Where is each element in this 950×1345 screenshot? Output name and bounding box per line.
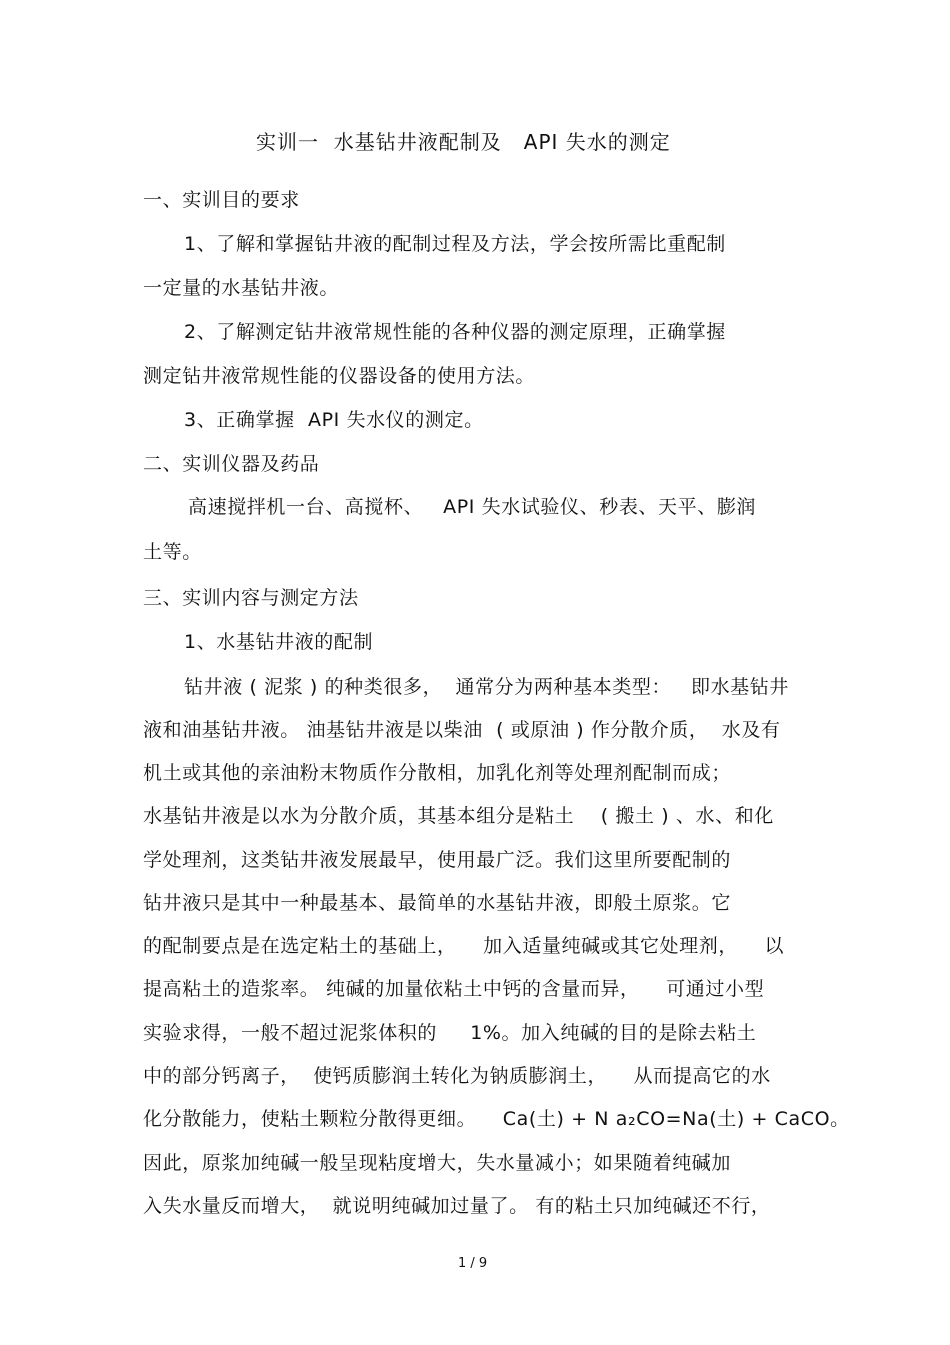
text-line: 1、了解和掌握钻井液的配制过程及方法，学会按所需比重配制 [184, 233, 726, 255]
text-line: 学处理剂，这类钻井液发展最早，使用最广泛。我们这里所要配制的 [143, 849, 732, 871]
text-line: 的配制要点是在选定粘土的基础上， 加入适量纯碱或其它处理剂， 以 [143, 935, 785, 957]
section-heading: 二、实训仪器及药品 [143, 453, 320, 475]
text-line: 提高粘土的造浆率。 纯碱的加量依粘土中钙的含量而异， 可通过小型 [143, 978, 765, 1000]
text-line: 一定量的水基钻井液。 [143, 277, 340, 299]
text-line: 2、了解测定钻井液常规性能的各种仪器的测定原理，正确掌握 [184, 321, 726, 343]
text-line: 钻井液只是其中一种最基本、最简单的水基钻井液，即般土原浆。它 [143, 892, 732, 914]
text-line: 水基钻井液是以水为分散介质，其基本组分是粘土 ( 搬土 ) 、水、和化 [143, 805, 774, 827]
subsection-heading: 1、水基钻井液的配制 [184, 631, 374, 653]
section-heading: 一、实训目的要求 [143, 189, 300, 211]
text-line: 因此，原浆加纯碱一般呈现粘度增大，失水量减小；如果随着纯碱加 [143, 1152, 732, 1174]
text-line: 3、正确掌握 API 失水仪的测定。 [184, 409, 484, 431]
page-number: 1 / 9 [458, 1256, 488, 1271]
text-line: 钻井液 ( 泥浆 ) 的种类很多， 通常分为两种基本类型： 即水基钻井 [184, 676, 789, 698]
text-line: 中的部分钙离子， 使钙质膨润土转化为钠质膨润土， 从而提高它的水 [143, 1065, 771, 1087]
document-title: 实训一 水基钻井液配制及 API 失水的测定 [256, 130, 671, 154]
section-heading: 三、实训内容与测定方法 [143, 587, 359, 609]
text-line: 化分散能力，使粘土颗粒分散得更细。 Ca(土) + N a₂CO=Na(土) + CaCO。 [143, 1108, 850, 1130]
text-line: 机土或其他的亲油粉末物质作分散相，加乳化剂等处理剂配制而成； [143, 762, 732, 784]
text-line: 高速搅拌机一台、高搅杯、 API 失水试验仪、秒表、天平、膨润 [188, 496, 757, 518]
text-line: 入失水量反而增大， 就说明纯碱加过量了。 有的粘土只加纯碱还不行， [143, 1195, 771, 1217]
text-line: 土等。 [143, 541, 202, 563]
text-line: 实验求得，一般不超过泥浆体积的 1%。加入纯碱的目的是除去粘土 [143, 1022, 757, 1044]
text-line: 液和油基钻井液。 油基钻井液是以柴油 ( 或原油 ) 作分散介质， 水及有 [143, 719, 781, 741]
text-line: 测定钻井液常规性能的仪器设备的使用方法。 [143, 365, 536, 387]
